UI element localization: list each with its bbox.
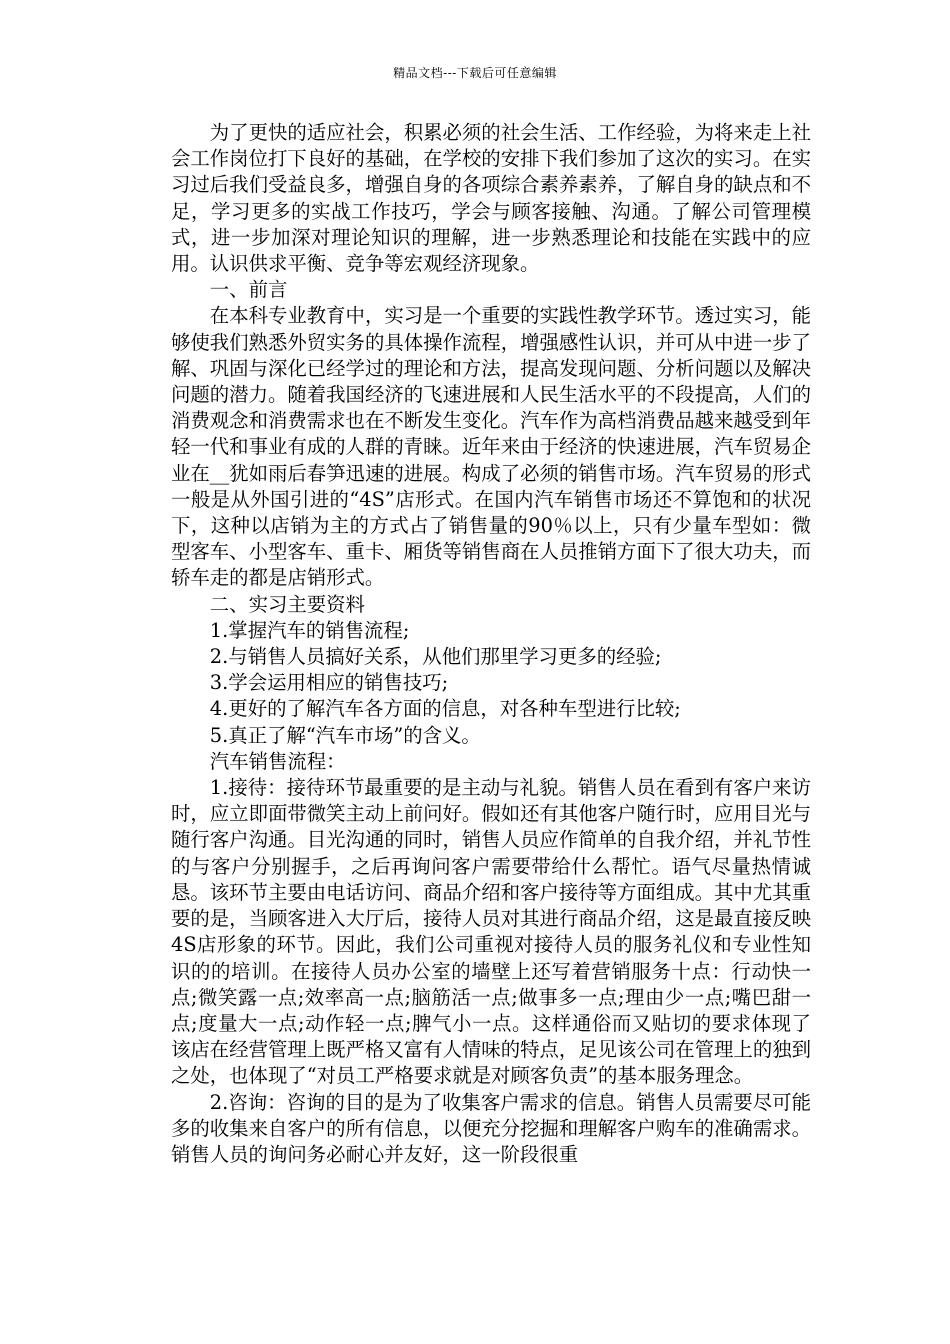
intro-paragraph: 为了更快的适应社会，积累必须的社会生活、工作经验，为将来走上社会工作岗位打下良好的基础，在学校的安排下我们参加了这次的实习。在实习过后我们受益良多，增强自身的各项综合素养素养，了解自身的缺点和不足，学习更多的实战工作技巧，学会与顾客接触、沟通。了解公司管理模式，进一步加深对理论知识的理解，进一步熟悉理论和技能在实践中的应用。认识供求平衡、竞争等宏观经济现象。 xyxy=(171,121,811,276)
document-body xyxy=(171,120,811,1168)
list-item: 5.真正了解“汽车市场”的含义。 xyxy=(209,723,481,747)
section-heading-preface: 一、前言 xyxy=(209,278,288,302)
reception-paragraph: 1.接待：接待环节最重要的是主动与礼貌。销售人员在看到有客户来访时，应立即面带微笑主动上前问好。假如还有其他客户随行时，应用目光与随行客户沟通。目光沟通的同时，销售人员应作简单的自我介绍，并礼节性的与客户分别握手，之后再询问客户需要带给什么帮忙。语气尽量热情诚恳。该环节主要由电话访问、商品介绍和客户接待等方面组成。其中尤其重要的是，当顾客进入大厅后，接待人员对其进行商品介绍，这是最直接反映4S店形象的环节。因此，我们公司重视对接待人员的服务礼仪和专业性知识的的培训。在接待人员办公室的墙壁上还写着营销服务十点：行动快一点;微笑露一点;效率高一点;脑筋活一点;做事多一点;理由少一点;嘴巴甜一点;度量大一点;动作轻一点;脾气小一点。这样通俗而又贴切的要求体现了该店在经营管理上既严格又富有人情味的特点，足见该公司在管理上的独到之处，也体现了“对员工严格要求就是对顾客负责”的基本服务理念。 xyxy=(171,776,811,1088)
page-header: 精品文档---下载后可任意编辑 xyxy=(393,66,557,80)
subheading-sales-process: 汽车销售流程： xyxy=(209,749,346,773)
preface-paragraph: 在本科专业教育中，实习是一个重要的实践性教学环节。透过实习，能够使我们熟悉外贸实务的具体操作流程，增强感性认识，并可从中进一步了解、巩固与深化已经学过的理论和方法，提高发现问题、分析问题以及解决问题的潜力。随着我国经济的飞速进展和人民生活水平的不段提高，人们的消费观念和消费需求也在不断发生变化。汽车作为高档消费品越来越受到年轻一代和事业有成的人群的青睐。近年来由于经济的快速进展，汽车贸易企业在__犹如雨后春笋迅速的进展。构成了必须的销售市场。汽车贸易的形式一般是从外国引进的“4S”店形式。在国内汽车销售市场还不算饱和的状况下，这种以店销为主的方式占了销售量的90％以上，只有少量车型如：微型客车、小型客车、重卡、厢货等销售商在人员推销方面下了很大功夫，而轿车走的都是店销形式。 xyxy=(171,304,811,590)
consultation-paragraph: 2.咨询：咨询的目的是为了收集客户需求的信息。销售人员需要尽可能多的收集来自客户的所有信息，以便充分挖掘和理解客户购车的准确需求。销售人员的询问务必耐心并友好，这一阶段很重 xyxy=(171,1090,811,1166)
list-item: 2.与销售人员搞好关系，从他们那里学习更多的经验; xyxy=(209,645,662,669)
list-item: 4.更好的了解汽车各方面的信息，对各种车型进行比较; xyxy=(209,697,681,721)
list-item: 1.掌握汽车的销售流程; xyxy=(209,618,410,642)
section-heading-main-content: 二、实习主要资料 xyxy=(209,592,365,616)
list-item: 3.学会运用相应的销售技巧; xyxy=(209,671,449,695)
